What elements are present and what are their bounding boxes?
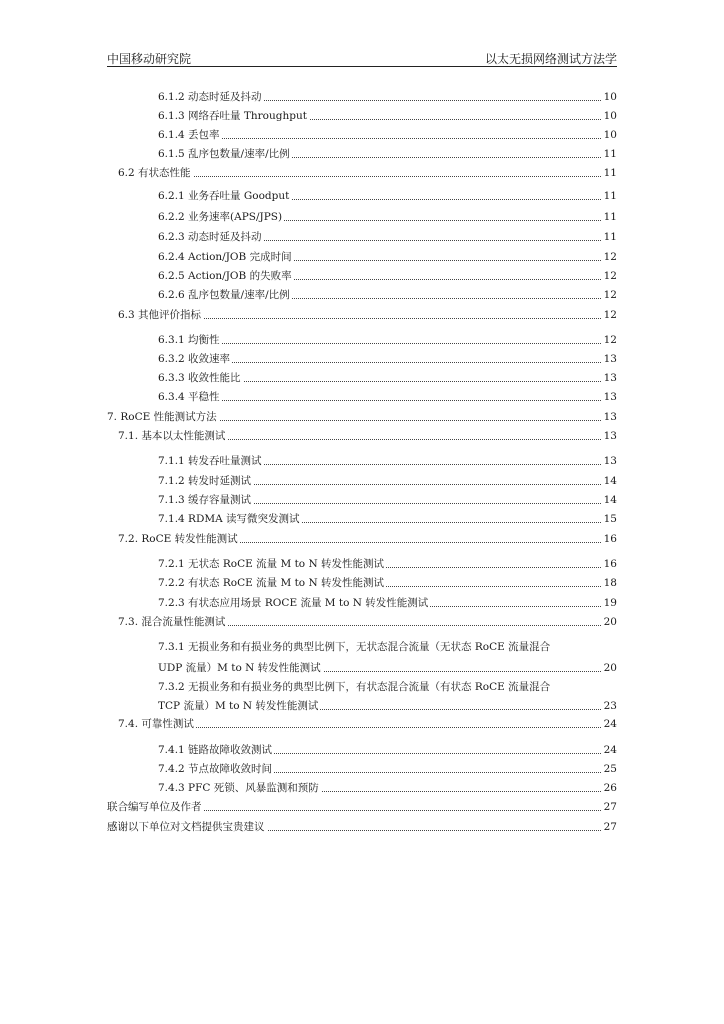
- toc-page-number: 10: [603, 91, 617, 103]
- toc-page-number: 12: [603, 251, 617, 263]
- toc-entry[interactable]: [158, 762, 617, 776]
- toc-leader-dots: [158, 343, 617, 344]
- toc-page-number: 12: [603, 270, 617, 282]
- toc-entry[interactable]: [158, 512, 617, 526]
- toc-leader-dots: [158, 138, 617, 139]
- toc-page-number: 18: [603, 577, 617, 589]
- toc-entry[interactable]: [107, 820, 617, 834]
- toc-page-number: 12: [603, 309, 617, 321]
- toc-page-number: 16: [603, 558, 617, 570]
- toc-leader-dots: [158, 400, 617, 401]
- toc-page-number: 19: [603, 597, 617, 609]
- toc-entry[interactable]: [158, 189, 617, 203]
- toc-entry[interactable]: [158, 699, 617, 713]
- toc-entry[interactable]: [158, 230, 617, 244]
- toc-entry-title: 7.1. 基本以太性能测试: [118, 430, 226, 442]
- toc-entry[interactable]: [158, 109, 617, 123]
- toc-entry-title: 7.2. RoCE 转发性能测试: [118, 533, 238, 545]
- toc-entry[interactable]: [158, 390, 617, 404]
- toc-entry[interactable]: [158, 781, 617, 795]
- toc-entry-title: 6.3.2 收敛速率: [158, 353, 231, 365]
- toc-entry[interactable]: [158, 661, 617, 675]
- toc-entry-title: 7.4.1 链路故障收敛测试: [158, 744, 273, 756]
- toc-page-number: 24: [603, 744, 617, 756]
- toc-entry-title: 6.2.4 Action/JOB 完成时间: [158, 251, 292, 263]
- toc-entry-title: 7.1.3 缓存容量测试: [158, 494, 252, 506]
- toc-entry[interactable]: [158, 147, 617, 161]
- toc-entry[interactable]: [158, 454, 617, 468]
- toc-entry-title: 6.1.3 网络吞吐量 Throughput: [158, 110, 307, 122]
- toc-page-number: 26: [603, 782, 617, 794]
- toc-entry[interactable]: [107, 410, 617, 424]
- toc-page-number: 11: [603, 190, 617, 202]
- toc-page-number: 11: [603, 231, 617, 243]
- toc-entry[interactable]: [158, 371, 617, 385]
- toc-page-number: 25: [603, 763, 617, 775]
- toc-entry[interactable]: [158, 474, 617, 488]
- toc-entry-title: 6.2.1 业务吞吐量 Goodput: [158, 190, 290, 202]
- toc-entry-title: 6.2.6 乱序包数量/速率/比例: [158, 289, 290, 301]
- toc-entry-title: TCP 流量）M to N 转发性能测试: [158, 700, 319, 712]
- toc-entry-title: 6.3 其他评价指标: [118, 309, 202, 321]
- toc-entry-title: 7.1.2 转发时延测试: [158, 475, 252, 487]
- toc-entry[interactable]: [158, 250, 617, 264]
- toc-entry[interactable]: [158, 576, 617, 590]
- toc-page-number: 13: [603, 411, 617, 423]
- toc-entry-title: UDP 流量）M to N 转发性能测试: [158, 662, 321, 674]
- toc-page-number: 13: [603, 455, 617, 467]
- toc-entry-title: 7.4. 可靠性测试: [118, 718, 194, 730]
- header-doc-title: 以太无损网络测试方法学: [484, 52, 617, 66]
- toc-entry[interactable]: [118, 166, 617, 180]
- toc-page-number: 10: [603, 110, 617, 122]
- toc-page-number: 15: [603, 513, 617, 525]
- toc-entry-title: 6.2.2 业务速率(APS/JPS): [158, 211, 283, 223]
- toc-entry[interactable]: [158, 269, 617, 283]
- toc-page-number: 20: [603, 662, 617, 674]
- toc-entry-title: 7.2.3 有状态应用场景 ROCE 流量 M to N 转发性能测试: [158, 597, 429, 609]
- toc-entry-title: 感谢以下单位对文档提供宝贵建议: [107, 821, 265, 833]
- toc-entry-line[interactable]: 7.3.2 无损业务和有损业务的典型比例下，有状态混合流量（有状态 RoCE 流量混合: [158, 681, 551, 693]
- toc-entry-title: 6.2 有状态性能: [118, 167, 191, 179]
- toc-entry-title: 7. RoCE 性能测试方法: [107, 411, 217, 423]
- toc-entry-title: 6.3.3 收敛性能比: [158, 372, 241, 384]
- toc-entry-title: 6.3.1 均衡性: [158, 334, 220, 346]
- toc-page-number: 27: [603, 821, 617, 833]
- toc-page-number: 13: [603, 391, 617, 403]
- toc-entry-line[interactable]: 7.3.1 无损业务和有损业务的典型比例下，无状态混合流量（无状态 RoCE 流量混合: [158, 641, 551, 653]
- toc-page-number: 10: [603, 129, 617, 141]
- toc-page-number: 24: [603, 718, 617, 730]
- toc-entry[interactable]: [158, 352, 617, 366]
- toc-entry[interactable]: [118, 429, 617, 443]
- toc-page-number: 13: [603, 430, 617, 442]
- toc-entry-title: 7.4.2 节点故障收敛时间: [158, 763, 273, 775]
- toc-entry[interactable]: [158, 90, 617, 104]
- toc-entry[interactable]: [158, 743, 617, 757]
- toc-entry-title: 6.2.3 动态时延及抖动: [158, 231, 262, 243]
- toc-entry-title: 6.3.4 平稳性: [158, 391, 220, 403]
- toc-page-number: 14: [603, 475, 617, 487]
- toc-entry[interactable]: [158, 493, 617, 507]
- toc-entry[interactable]: [118, 308, 617, 322]
- toc-entry[interactable]: [158, 557, 617, 571]
- toc-entry[interactable]: [118, 615, 617, 629]
- toc-entry-title: 7.3. 混合流量性能测试: [118, 616, 226, 628]
- toc-entry[interactable]: [118, 717, 617, 731]
- toc-entry-title: 6.1.5 乱序包数量/速率/比例: [158, 148, 290, 160]
- toc-page-number: 11: [603, 167, 617, 179]
- toc-entry[interactable]: [158, 596, 617, 610]
- toc-page-number: 11: [603, 211, 617, 223]
- toc-entry-title: 7.1.1 转发吞吐量测试: [158, 455, 262, 467]
- toc-page-number: 27: [603, 801, 617, 813]
- toc-entry-title: 6.1.4 丢包率: [158, 129, 220, 141]
- toc-page-number: 13: [603, 353, 617, 365]
- toc-page-number: 20: [603, 616, 617, 628]
- toc-page-number: 12: [603, 334, 617, 346]
- toc-entry[interactable]: [158, 288, 617, 302]
- toc-entry-title: 联合编写单位及作者: [107, 801, 202, 813]
- toc-entry-title: 7.2.2 有状态 RoCE 流量 M to N 转发性能测试: [158, 577, 384, 589]
- toc-entry[interactable]: [158, 128, 617, 142]
- toc-page-number: 11: [603, 148, 617, 160]
- toc-entry[interactable]: [107, 800, 617, 814]
- header-org: 中国移动研究院: [107, 52, 192, 66]
- toc-entry[interactable]: [158, 210, 617, 224]
- toc-page-number: 14: [603, 494, 617, 506]
- toc-entry-title: 7.1.4 RDMA 读写微突发测试: [158, 513, 300, 525]
- toc-entry-title: 7.2.1 无状态 RoCE 流量 M to N 转发性能测试: [158, 558, 384, 570]
- toc-page-number: 13: [603, 372, 617, 384]
- page-header: [107, 50, 617, 67]
- toc-entry-title: 7.4.3 PFC 死锁、风暴监测和预防: [158, 782, 319, 794]
- toc-page-number: 23: [603, 700, 617, 712]
- toc-entry-title: 6.2.5 Action/JOB 的失败率: [158, 270, 292, 282]
- toc-page-number: 12: [603, 289, 617, 301]
- toc-entry[interactable]: [158, 333, 617, 347]
- toc-entry[interactable]: [118, 532, 617, 546]
- toc-entry-title: 6.1.2 动态时延及抖动: [158, 91, 262, 103]
- toc-page-number: 16: [603, 533, 617, 545]
